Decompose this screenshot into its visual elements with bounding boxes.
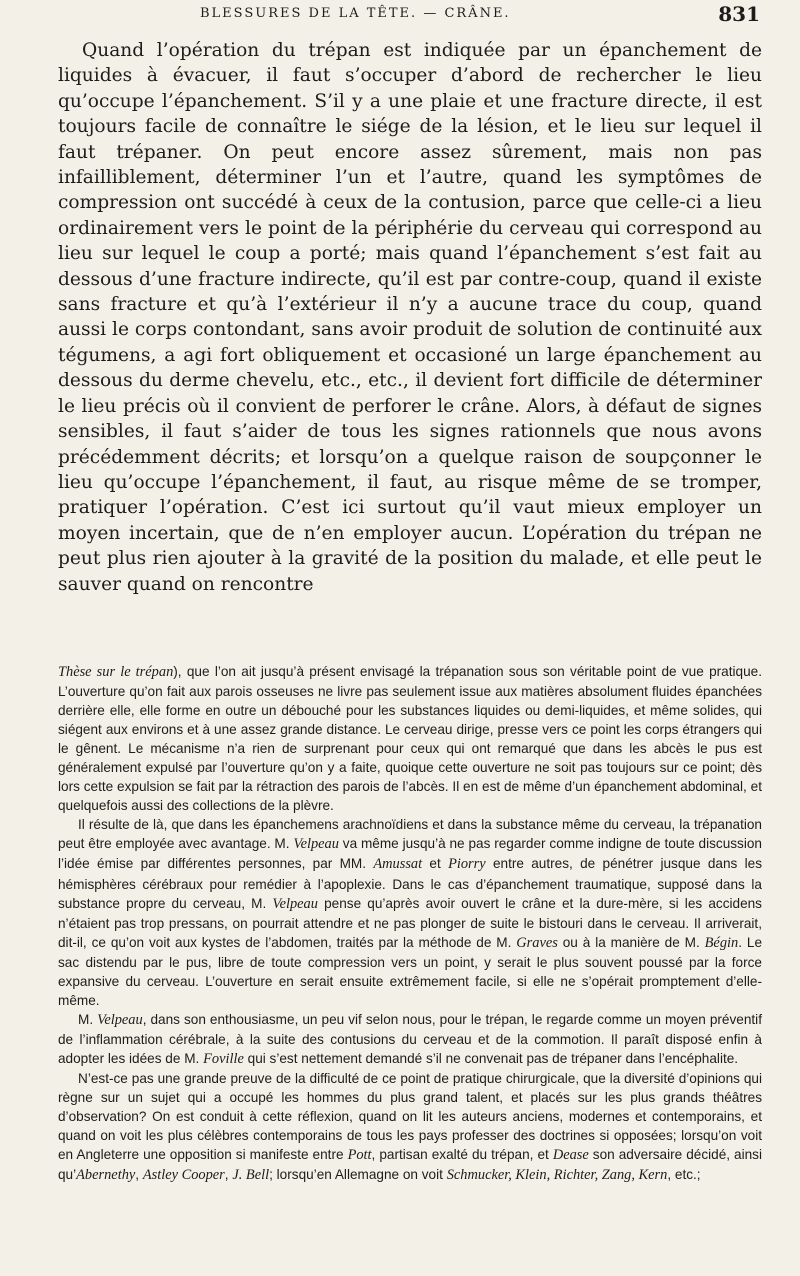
author-name: Piorry	[448, 856, 486, 873]
footnote-text: ), que l’on ait jusqu’à présent envisagé la trépanation sous son véritable point de vue pratique. L’ouverture qu’on fait aux parois osseuses ne livre pas seulement issue aux matières absolument fluides épanchées derrière elle, elle forme en outre un débouché pour les substances liquides ou demi-liquides, et même solides, qui siégent aux environs et à une assez grande distance. Le cerveau dirige, presse vers ce point les corps étrangers qui le gênent. Le mécanisme n’a rien de surprenant pour ceux qui ont remarqué que dans les abcès le pus est généralement expulsé par l’ouverture qu’on y a faite, quoique cette ouverture ne soit pas toujours sur ce point; dès lors cette expulsion se fait par la rétraction des parois de l’abcès. Il en est de même d’un épanchement abdominal, et quelquefois aussi des collections de la plèvre.	[58, 664, 762, 814]
footnote-text: ou à la manière de M.	[557, 934, 705, 950]
footnote-text: , etc.;	[667, 1167, 701, 1183]
footnote-text: ; lorsqu’en Allemagne on voit	[269, 1167, 447, 1183]
footnote-text: , dans son enthousiasme, un peu vif selon nous, pour le trépan, le regarde comme un moyen préventif de l’inflammation cérébrale, à la suite des contusions du cerveau et de la commotion. Il paraît disposé enfin à adopter les idées de M.	[58, 1011, 762, 1066]
footnote-text: et	[422, 856, 449, 872]
footnote-paragraph-4	[58, 1069, 762, 1185]
author-name: Velpeau	[272, 895, 318, 912]
author-name: Abernethy	[76, 1167, 136, 1184]
author-name: Velpeau	[97, 1011, 143, 1028]
author-name: Schmucker, Klein, Richter, Zang, Kern	[446, 1167, 668, 1184]
footnote-paragraph-1	[58, 662, 762, 815]
main-paragraph: Quand l’opération du trépan est indiquée par un épanchement de liquides à évacuer, il faut s’occuper d’abord de rechercher le lieu qu’occupe l’épanchement. S’il y a une plaie et une fracture directe, il est toujours facile de connaître le siége de la lésion, et le lieu sur lequel il faut trépaner. On peut encore assez sûrement, mais non pas infailliblement, déterminer l’un et l’autre, quand les symptômes de compression ont succédé à ceux de la contusion, parce que celle-ci a lieu ordinairement vers le point de la périphérie du cerveau qui correspond au lieu sur lequel le coup a porté; mais quand l’épanchement s’est fait au dessous d’une fracture indirecte, qu’il est par contre-coup, quand il existe sans fracture et qu’à l’extérieur il n’y a aucune trace du coup, quand aussi le corps contondant, sans avoir produit de solution de continuité aux tégumens, a agi fort obliquement et occasioné un large épanchement au dessous du derme chevelu, etc., etc., il devient fort difficile de déterminer le lieu précis où il convient de perforer le crâne. Alors, à défaut de signes sensibles, il faut s’aider de tous les signes rationnels que nous avons précédemment décrits; et lorsqu’on a quelque raison de soupçonner le lieu qu’occupe l’épanchement, il faut, au risque même de se tromper, pratiquer l’opération. C’est ici surtout qu’il vaut mieux employer un moyen incertain, que de n’en employer aucun. L’opération du trépan ne peut plus rien ajouter à la gravité de la position du malade, et elle peut le sauver quand on rencontre	[58, 40, 762, 595]
author-name: Foville	[203, 1050, 244, 1067]
author-name: Pott	[347, 1147, 372, 1164]
running-head	[200, 2, 760, 26]
page-number: 831	[718, 2, 760, 26]
footnote-text: pense qu’après avoir ouvert le crâne et la dure-mère, si les accidens n’étaient pas trop pressans, on pourrait attendre et ne pas plonger de suite le bistouri dans le cerveau. Il arriverait, dit-il, ce qu’on voit aux kystes de l’abdomen, traités par la méthode de M.	[58, 895, 762, 950]
footnote-text: N’est-ce pas une grande preuve de la difficulté de ce point de pratique chirurgicale, que la diversité d’opinions qui règne sur un sujet qui a occupé les hommes du plus grand talent, et placés sur les plus grands théâtres d’observation? On est conduit à cette réflexion, quand on lit les auteurs anciens, modernes et contemporains, et quand on voit les plus célèbres contemporains de tous les pays professer des doctrines si opposées; lorsqu’on voit en Angleterre une opposition si manifeste entre	[58, 1070, 762, 1163]
author-name: Bégin	[704, 934, 739, 951]
footnote-text: ,	[135, 1167, 143, 1183]
footnote-text: entre autres, de pénétrer jusque dans les hémisphères cérébraux pour remédier à l’apoplexie. Dans le cas d’épanchement traumatique, supposé dans la substance propre du cerveau, M.	[58, 856, 762, 911]
footnote-paragraph-3	[58, 1010, 762, 1069]
footnote-text: son adversaire décidé, ainsi qu’	[58, 1147, 763, 1183]
author-name: Dease	[552, 1147, 589, 1164]
footnote-paragraph-2	[58, 815, 762, 1009]
footnote-block	[58, 662, 762, 1185]
footnote-text: qui s’est nettement demandé s’il ne convenait pas de trépaner dans l’encéphalite.	[243, 1050, 739, 1066]
footnote-text: ,	[224, 1167, 233, 1183]
author-name: Amussat	[373, 856, 423, 873]
author-name: J. Bell	[232, 1167, 270, 1184]
main-text-block	[58, 38, 762, 597]
running-title: BLESSURES DE LA TÊTE. — CRÂNE.	[200, 6, 511, 21]
author-name: Astley Cooper	[142, 1167, 225, 1184]
italic-title: Thèse sur le trépan	[58, 664, 174, 680]
footnote-text: . Le sac distendu par le pus, libre de toute compression vers un point, y serait le plus souvent poussé par la force expansive du cerveau. L’ouverture en serait ensuite extrêmement facile, si elle ne s’opérait promptement d’elle-même.	[58, 934, 762, 1008]
footnote-text: M.	[78, 1011, 98, 1027]
author-name: Velpeau	[293, 836, 339, 853]
footnote-text: , partisan exalté du trépan, et	[371, 1147, 553, 1163]
footnote-text: Il résulte de là, que dans les épanchemens arachnoïdiens et dans la substance même du cerveau, la trépanation peut être employée avec avantage. M.	[58, 817, 762, 852]
footnote-text: va même jusqu’à ne pas regarder comme indigne de toute discussion l’idée émise par différentes personnes, par MM.	[58, 836, 762, 872]
author-name: Graves	[516, 934, 558, 951]
